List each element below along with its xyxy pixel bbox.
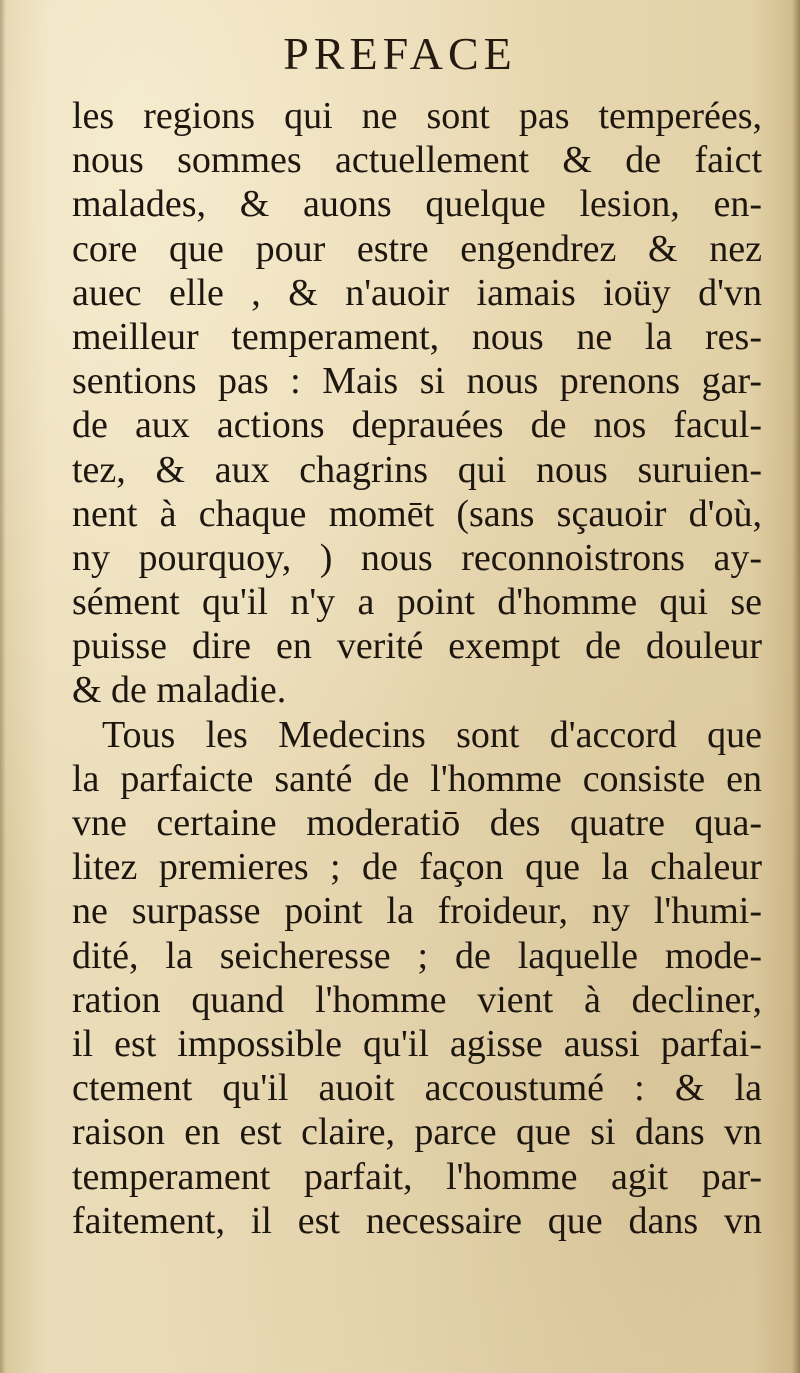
page-gutter-shadow	[0, 0, 6, 1373]
text-line: tez, & aux chagrins qui nous suruien-	[72, 448, 762, 491]
text-line: sentions pas : Mais si nous prenons gar-	[72, 360, 762, 403]
text-line: ny pourquoy, ) nous reconnoistrons ay-	[72, 536, 762, 579]
text-line: puisse dire en verité exempt de douleur	[72, 625, 762, 668]
text-line: malades, & auons quelque lesion, en-	[72, 183, 762, 226]
text-line: meilleur temperament, nous ne la res-	[72, 315, 762, 358]
text-line: nent à chaque momēt (sans sçauoir d'où,	[72, 492, 762, 535]
text-line: vne certaine moderatiō des quatre qua-	[72, 802, 762, 844]
text-line: nous sommes actuellement & de faict	[72, 139, 762, 182]
text-line: auec elle , & n'auoir iamais ioüy d'vn	[72, 271, 762, 314]
body-text	[72, 94, 762, 1243]
text-line: & de maladie.	[72, 669, 287, 712]
text-line: il est impossible qu'il agisse aussi parfai-	[72, 1022, 762, 1065]
text-line: ration quand l'homme vient à decliner,	[72, 978, 762, 1021]
text-line: de aux actions deprauées de nos facul-	[72, 404, 762, 447]
text-line: litez premieres ; de façon que la chaleur	[72, 846, 762, 889]
text-line: dité, la seicheresse ; de laquelle mode-	[72, 934, 762, 977]
text-line: ctement qu'il auoit accoustumé : & la	[72, 1067, 762, 1110]
text-line: les regions qui ne sont pas temperées,	[72, 95, 762, 137]
text-line: la parfaicte santé de l'homme consiste en	[72, 757, 762, 800]
page-edge-shadow	[792, 0, 800, 1373]
text-line: sément qu'il n'y a point d'homme qui se	[72, 581, 762, 624]
text-line: raison en est claire, parce que si dans vn	[72, 1111, 762, 1154]
text-line: temperament parfait, l'homme agit par-	[72, 1155, 762, 1198]
running-head: PREFACE	[283, 28, 517, 79]
text-line: ne surpasse point la froideur, ny l'humi-	[72, 890, 762, 933]
text-line: Tous les Medecins sont d'accord que	[102, 713, 762, 756]
text-line: core que pour estre engendrez & nez	[72, 227, 762, 270]
text-line: faitement, il est necessaire que dans vn	[72, 1199, 762, 1242]
